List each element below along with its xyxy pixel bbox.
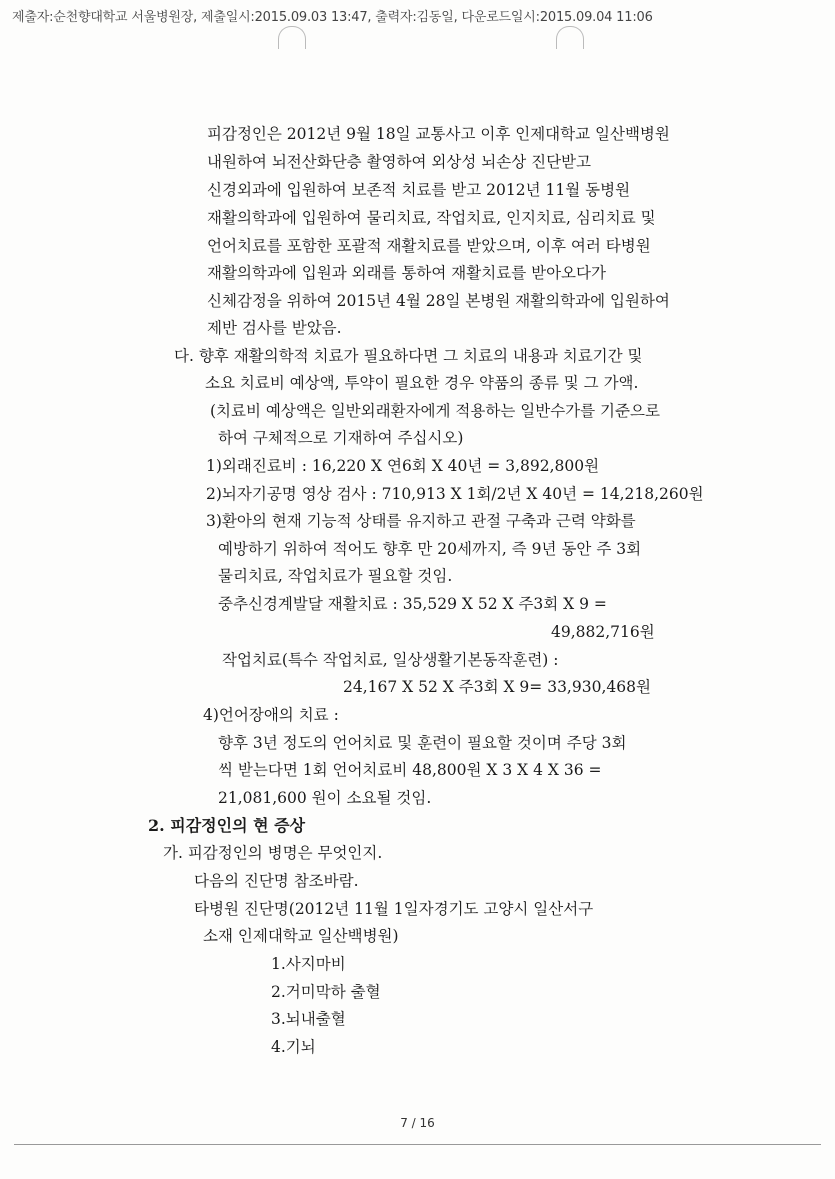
text-line: 내원하여 뇌전산화단층 촬영하여 외상성 뇌손상 진단받고: [207, 153, 591, 171]
list-item: 3.뇌내출혈: [271, 1010, 346, 1028]
list-item: 4.기뇌: [271, 1038, 316, 1056]
text-line: 피감정인은 2012년 9월 18일 교통사고 이후 인제대학교 일산백병원: [207, 125, 670, 143]
text-line: 예방하기 위하여 적어도 향후 만 20세까지, 즉 9년 동안 주 3회: [218, 540, 642, 558]
text-line: 타병원 진단명(2012년 11월 1일자경기도 고양시 일산서구: [194, 900, 594, 918]
text-line: 언어치료를 포함한 포괄적 재활치료를 받았으며, 이후 여러 타병원: [207, 237, 651, 255]
section-title: 2. 피감정인의 현 증상: [148, 816, 306, 835]
text-line: (치료비 예상액은 일반외래환자에게 적용하는 일반수가를 기준으로: [210, 402, 660, 420]
text-line: 중추신경계발달 재활치료 : 35,529 X 52 X 주3회 X 9 =: [218, 595, 607, 613]
text-line: 신체감정을 위하여 2015년 4월 28일 본병원 재활의학과에 입원하여: [207, 292, 670, 310]
document-header: 제출자:순천향대학교 서울병원장, 제출일시:2015.09.03 13:47, 출력자:김동일, 다운로드일시:2015.09.04 11:06: [12, 10, 653, 25]
text-line: 제반 검사를 받았음.: [207, 319, 342, 337]
text-line: 1)외래진료비 : 16,220 X 연6회 X 40년 = 3,892,800원: [206, 457, 600, 475]
list-item: 2.거미막하 출혈: [271, 983, 381, 1001]
list-item: 1.사지마비: [271, 955, 346, 973]
text-line: 49,882,716원: [551, 623, 655, 641]
text-line: 다음의 진단명 참조바람.: [194, 872, 359, 890]
footer-divider: [14, 1144, 821, 1145]
text-line: 재활의학과에 입원과 외래를 통하여 재활치료를 받아오다가: [207, 264, 606, 282]
text-line: 2)뇌자기공명 영상 검사 : 710,913 X 1회/2년 X 40년 = 14,218,260원: [206, 485, 704, 503]
text-line: 신경외과에 입원하여 보존적 치료를 받고 2012년 11월 동병원: [207, 181, 631, 199]
section-heading: 다. 향후 재활의학적 치료가 필요하다면 그 치료의 내용과 치료기간 및: [174, 347, 643, 365]
text-line: 4)언어장애의 치료 :: [203, 706, 339, 724]
punch-hole-mark: [278, 26, 306, 49]
text-line: 소재 인제대학교 일산백병원): [203, 927, 399, 945]
text-line: 작업치료(특수 작업치료, 일상생활기본동작훈련) :: [222, 651, 559, 669]
text-line: 소요 치료비 예상액, 투약이 필요한 경우 약품의 종류 및 그 가액.: [205, 374, 639, 392]
text-line: 하여 구체적으로 기재하여 주십시오): [218, 429, 464, 447]
text-line: 향후 3년 정도의 언어치료 및 훈련이 필요할 것이며 주당 3회: [218, 734, 627, 752]
section-heading: 가. 피감정인의 병명은 무엇인지.: [163, 844, 383, 862]
page-number: 7 / 16: [400, 1116, 435, 1130]
text-line: 3)환아의 현재 기능적 상태를 유지하고 관절 구축과 근력 약화를: [206, 512, 636, 530]
text-line: 재활의학과에 입원하여 물리치료, 작업치료, 인지치료, 심리치료 및: [207, 209, 656, 227]
text-line: 21,081,600 원이 소요될 것임.: [218, 789, 432, 807]
text-line: 물리치료, 작업치료가 필요할 것임.: [218, 567, 453, 585]
text-line: 씩 받는다면 1회 언어치료비 48,800원 X 3 X 4 X 36 =: [218, 761, 602, 779]
punch-hole-mark: [556, 26, 584, 49]
text-line: 24,167 X 52 X 주3회 X 9= 33,930,468원: [343, 678, 651, 696]
